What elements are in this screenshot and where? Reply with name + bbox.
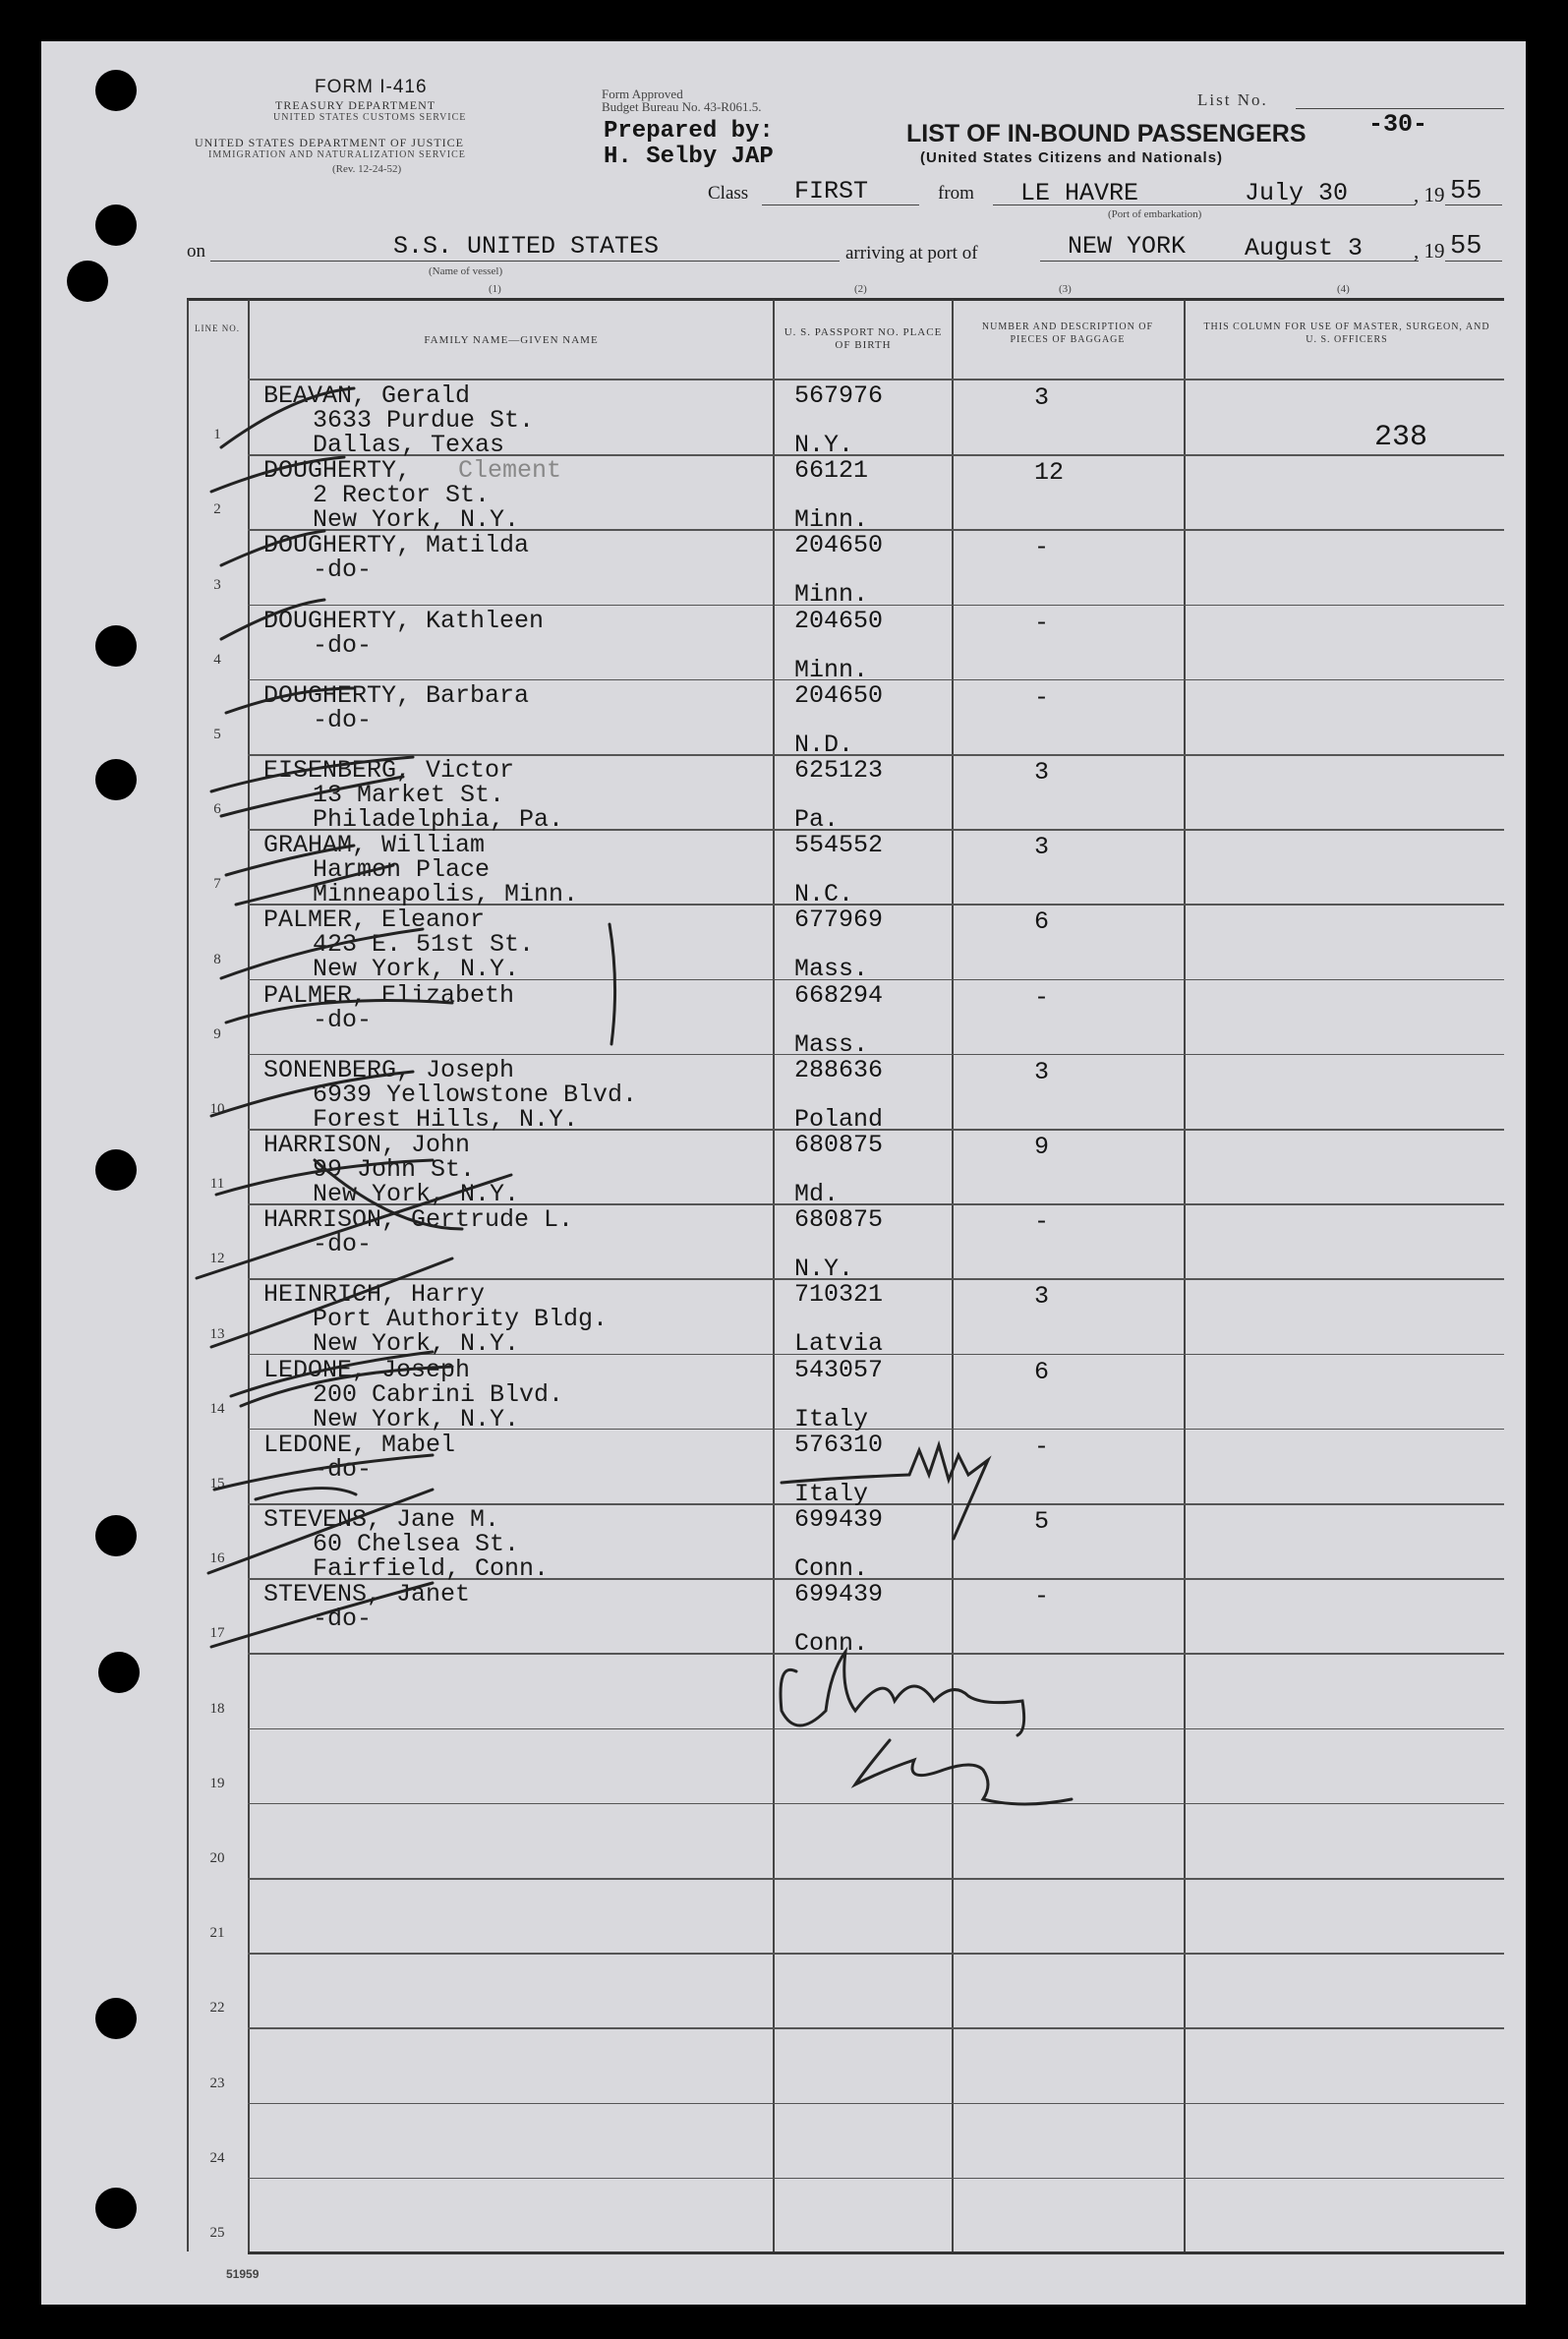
col-header-officers: THIS COLUMN FOR USE OF MASTER, SURGEON, AND U. S. OFFICERS bbox=[1203, 322, 1490, 345]
col-header-passport: U. S. PASSPORT NO. PLACE OF BIRTH bbox=[784, 326, 943, 351]
passenger-name: LEDONE, Mabel bbox=[263, 1430, 456, 1459]
punch-hole bbox=[95, 625, 137, 667]
place-of-birth: N.Y. bbox=[794, 431, 854, 459]
row-number: 25 bbox=[209, 2225, 225, 2241]
arrival-year-prefix: , 19 bbox=[1414, 239, 1445, 263]
row-number: 22 bbox=[209, 2000, 225, 2017]
baggage-count: - bbox=[1034, 1432, 1050, 1461]
customs-service: UNITED STATES CUSTOMS SERVICE bbox=[273, 112, 467, 123]
baggage-count: 3 bbox=[1034, 1282, 1050, 1312]
col-divider-line bbox=[187, 300, 189, 2251]
col-divider-officers bbox=[1184, 300, 1186, 2251]
row-rule bbox=[248, 1653, 1504, 1655]
place-of-birth: Mass. bbox=[794, 1029, 869, 1059]
passenger-address-line2: New York, N.Y. bbox=[313, 955, 520, 984]
passenger-address-line1: -do- bbox=[313, 1005, 373, 1034]
passenger-name: DOUGHERTY, bbox=[263, 456, 412, 486]
row-rule bbox=[248, 1728, 1504, 1730]
col-header-baggage: NUMBER AND DESCRIPTION OF PIECES OF BAGGAGE bbox=[981, 322, 1154, 345]
passenger-address-line1: -do- bbox=[313, 556, 373, 585]
place-of-birth: Md. bbox=[794, 1180, 840, 1208]
passenger-name: SONENBERG, Joseph bbox=[263, 1055, 515, 1084]
passenger-address-line1: 6939 Yellowstone Blvd. bbox=[313, 1080, 638, 1109]
budget-bureau: Budget Bureau No. 43-R061.5. bbox=[602, 99, 762, 114]
baggage-count: 5 bbox=[1034, 1507, 1050, 1536]
passport-number: 204650 bbox=[794, 680, 884, 710]
passport-number: 668294 bbox=[794, 980, 884, 1010]
class-label: Class bbox=[708, 183, 749, 204]
vessel-line bbox=[210, 261, 840, 262]
baggage-count: 6 bbox=[1034, 907, 1050, 937]
place-of-birth: Conn. bbox=[794, 1629, 869, 1659]
row-number: 7 bbox=[213, 876, 221, 893]
from-label: from bbox=[938, 183, 974, 204]
row-number: 6 bbox=[213, 801, 221, 818]
passenger-name: LEDONE, Joseph bbox=[263, 1355, 471, 1384]
passenger-address-line1: 60 Chelsea St. bbox=[313, 1530, 520, 1558]
row-number: 16 bbox=[209, 1550, 225, 1567]
passport-number: 576310 bbox=[794, 1430, 884, 1459]
list-no: -30- bbox=[1368, 110, 1428, 139]
row-number: 10 bbox=[209, 1101, 225, 1117]
baggage-count: - bbox=[1034, 982, 1050, 1012]
passenger-address-line1: -do- bbox=[313, 1454, 373, 1484]
passenger-address-line1: 2 Rector St. bbox=[313, 481, 491, 510]
list-no-label: List No. bbox=[1197, 90, 1268, 109]
passenger-name: DOUGHERTY, Kathleen bbox=[263, 606, 545, 635]
passport-number: 204650 bbox=[794, 606, 884, 635]
place-of-birth: Pa. bbox=[794, 805, 840, 834]
passport-number: 543057 bbox=[794, 1355, 884, 1384]
passenger-address-line1: 3633 Purdue St. bbox=[313, 406, 535, 435]
doj: UNITED STATES DEPARTMENT OF JUSTICE bbox=[195, 136, 465, 149]
row-number: 11 bbox=[209, 1176, 225, 1193]
baggage-count: 9 bbox=[1034, 1133, 1050, 1161]
col-num-4: (4) bbox=[1337, 283, 1350, 295]
row-number: 17 bbox=[209, 1625, 225, 1642]
passport-number: 554552 bbox=[794, 831, 884, 860]
baggage-count: - bbox=[1034, 682, 1050, 712]
place-of-birth: N.Y. bbox=[794, 1255, 854, 1284]
passenger-name: STEVENS, Jane M. bbox=[263, 1505, 500, 1534]
baggage-count: - bbox=[1034, 1582, 1050, 1611]
ins: IMMIGRATION AND NATURALIZATION SERVICE bbox=[208, 149, 466, 160]
place-of-birth: Minn. bbox=[794, 580, 869, 610]
row-number: 3 bbox=[213, 576, 221, 593]
place-of-birth: Conn. bbox=[794, 1554, 869, 1583]
baggage-count: - bbox=[1034, 608, 1050, 637]
row-number: 1 bbox=[213, 427, 221, 443]
passenger-address-line1: 200 Cabrini Blvd. bbox=[313, 1379, 564, 1409]
row-number: 4 bbox=[213, 651, 221, 668]
passenger-name: EISENBERG, Victor bbox=[263, 756, 515, 785]
punch-hole bbox=[95, 205, 137, 246]
col-num-1: (1) bbox=[489, 283, 501, 295]
passenger-address-line2: New York, N.Y. bbox=[313, 505, 520, 535]
row-number: 2 bbox=[213, 501, 221, 518]
punch-hole bbox=[95, 1515, 137, 1556]
row-number: 24 bbox=[209, 2149, 225, 2166]
col-divider-baggage bbox=[952, 300, 954, 2251]
baggage-count: 3 bbox=[1034, 758, 1050, 787]
punch-hole bbox=[95, 759, 137, 800]
passenger-address-line2: New York, N.Y. bbox=[313, 1329, 520, 1359]
passport-number: 699439 bbox=[794, 1580, 884, 1609]
passenger-address-line1: 99 John St. bbox=[313, 1155, 476, 1184]
punch-hole bbox=[95, 2188, 137, 2229]
row-number: 21 bbox=[209, 1925, 225, 1942]
passenger-address-line1: Harmon Place bbox=[313, 855, 491, 885]
on-label: on bbox=[187, 241, 205, 262]
col-header-name: FAMILY NAME—GIVEN NAME bbox=[424, 334, 599, 346]
passport-number: 677969 bbox=[794, 906, 884, 935]
row-rule bbox=[248, 2103, 1504, 2105]
row-number: 23 bbox=[209, 2075, 225, 2091]
port-embark-note: (Port of embarkation) bbox=[1108, 208, 1202, 220]
embark-year: 55 bbox=[1450, 177, 1482, 206]
passenger-address-line2: Philadelphia, Pa. bbox=[313, 805, 564, 834]
place-of-birth: Poland bbox=[794, 1104, 884, 1134]
passport-number: 66121 bbox=[794, 456, 869, 486]
vessel-name: S.S. UNITED STATES bbox=[393, 232, 660, 261]
passenger-name: HARRISON, John bbox=[263, 1131, 471, 1159]
officer-note: 238 bbox=[1374, 421, 1428, 454]
punch-hole bbox=[95, 70, 137, 111]
passport-number: 710321 bbox=[794, 1280, 884, 1310]
revision: (Rev. 12-24-52) bbox=[332, 163, 402, 175]
passenger-address-line2: New York, N.Y. bbox=[313, 1180, 520, 1208]
row-rule bbox=[248, 2027, 1504, 2029]
baggage-count: 3 bbox=[1034, 383, 1050, 412]
place-of-birth: Latvia bbox=[794, 1329, 884, 1359]
passport-number: 625123 bbox=[794, 756, 884, 785]
form-number: FORM I-416 bbox=[315, 77, 428, 97]
vessel-note: (Name of vessel) bbox=[429, 265, 503, 277]
row-number: 5 bbox=[213, 727, 221, 742]
passport-number: 680875 bbox=[794, 1205, 884, 1235]
passenger-address-line2: Fairfield, Conn. bbox=[313, 1554, 550, 1583]
from-value: LE HAVRE bbox=[1020, 179, 1139, 207]
passport-number: 680875 bbox=[794, 1131, 884, 1159]
form-approved: Form Approved bbox=[602, 87, 683, 101]
baggage-count: - bbox=[1034, 533, 1050, 562]
passenger-name: HEINRICH, Harry bbox=[263, 1280, 486, 1310]
col-num-2: (2) bbox=[854, 283, 867, 295]
punch-hole bbox=[95, 1998, 137, 2039]
list-title: LIST OF IN-BOUND PASSENGERS bbox=[906, 120, 1307, 147]
table-bottom-rule bbox=[248, 2251, 1504, 2254]
baggage-count: 6 bbox=[1034, 1357, 1050, 1386]
arrival-date: August 3 bbox=[1245, 234, 1364, 263]
baggage-count: 3 bbox=[1034, 833, 1050, 862]
passenger-address-line1: -do- bbox=[313, 1230, 373, 1259]
col-divider-name bbox=[248, 300, 250, 2251]
place-of-birth: Italy bbox=[794, 1404, 869, 1433]
passenger-address-line2: Minneapolis, Minn. bbox=[313, 880, 579, 909]
embark-date: July 30 bbox=[1245, 179, 1349, 207]
passenger-name: DOUGHERTY, Barbara bbox=[263, 680, 530, 710]
row-number: 20 bbox=[209, 1850, 225, 1866]
row-rule bbox=[248, 1878, 1504, 1880]
punch-hole bbox=[95, 1149, 137, 1191]
place-of-birth: N.D. bbox=[794, 730, 854, 759]
passenger-name: DOUGHERTY, Matilda bbox=[263, 531, 530, 560]
arriving-label: arriving at port of bbox=[845, 243, 978, 263]
class-value: FIRST bbox=[794, 177, 869, 205]
arrival-year-line bbox=[1445, 261, 1502, 262]
arrival-year: 55 bbox=[1450, 232, 1482, 262]
passenger-address-line1: Port Authority Bldg. bbox=[313, 1305, 609, 1334]
baggage-count: 12 bbox=[1034, 458, 1065, 488]
row-number: 14 bbox=[209, 1400, 225, 1417]
passenger-address-line2: Forest Hills, N.Y. bbox=[313, 1104, 579, 1134]
passenger-name: HARRISON, Gertrude L. bbox=[263, 1205, 574, 1235]
passenger-address-line1: -do- bbox=[313, 705, 373, 734]
place-of-birth: Minn. bbox=[794, 655, 869, 684]
col-divider-passport bbox=[773, 300, 775, 2251]
place-of-birth: N.C. bbox=[794, 880, 854, 909]
place-of-birth: Mass. bbox=[794, 955, 869, 984]
prepared-by-label: Prepared by: bbox=[604, 118, 774, 145]
row-number: 9 bbox=[213, 1025, 221, 1042]
passenger-name: PALMER, Eleanor bbox=[263, 906, 486, 935]
place-of-birth: Italy bbox=[794, 1479, 869, 1508]
passenger-given-name: Clement bbox=[458, 456, 562, 486]
col-num-3: (3) bbox=[1059, 283, 1072, 295]
row-number: 19 bbox=[209, 1775, 225, 1791]
baggage-count: - bbox=[1034, 1207, 1050, 1237]
passenger-address-line1: 423 E. 51st St. bbox=[313, 930, 535, 960]
row-number: 12 bbox=[209, 1251, 225, 1267]
passenger-name: STEVENS, Janet bbox=[263, 1580, 471, 1609]
passport-number: 567976 bbox=[794, 381, 884, 410]
embark-year-prefix: , 19 bbox=[1414, 183, 1445, 206]
arrival-port: NEW YORK bbox=[1068, 232, 1187, 261]
row-rule bbox=[248, 1953, 1504, 1955]
col-header-line: LINE NO. bbox=[195, 323, 240, 333]
treasury-dept: TREASURY DEPARTMENT bbox=[275, 98, 436, 112]
passport-number: 204650 bbox=[794, 531, 884, 560]
passenger-name: PALMER, Elizabeth bbox=[263, 980, 515, 1010]
row-number: 13 bbox=[209, 1325, 225, 1342]
passenger-address-line2: New York, N.Y. bbox=[313, 1404, 520, 1433]
row-number: 15 bbox=[209, 1476, 225, 1491]
row-rule bbox=[248, 1803, 1504, 1805]
passenger-address-line1: -do- bbox=[313, 1605, 373, 1634]
table-top-rule bbox=[187, 298, 1504, 301]
baggage-count: 3 bbox=[1034, 1057, 1050, 1086]
passenger-address-line2: Dallas, Texas bbox=[313, 431, 505, 459]
list-no-line bbox=[1296, 108, 1504, 109]
prepared-by: H. Selby JAP bbox=[604, 144, 774, 170]
punch-hole bbox=[67, 261, 108, 302]
row-number: 18 bbox=[209, 1700, 225, 1717]
passenger-name: BEAVAN, Gerald bbox=[263, 381, 471, 410]
list-subtitle: (United States Citizens and Nationals) bbox=[920, 149, 1224, 166]
punch-hole bbox=[98, 1652, 140, 1693]
passport-number: 699439 bbox=[794, 1505, 884, 1534]
row-rule bbox=[248, 2178, 1504, 2180]
passport-number: 288636 bbox=[794, 1055, 884, 1084]
header-bottom-rule bbox=[248, 379, 1504, 380]
passenger-address-line1: -do- bbox=[313, 630, 373, 660]
place-of-birth: Minn. bbox=[794, 505, 869, 535]
passenger-name: GRAHAM, William bbox=[263, 831, 486, 860]
row-number: 8 bbox=[213, 951, 221, 967]
form-code: 51959 bbox=[226, 2267, 260, 2281]
passenger-address-line1: 13 Market St. bbox=[313, 781, 505, 809]
